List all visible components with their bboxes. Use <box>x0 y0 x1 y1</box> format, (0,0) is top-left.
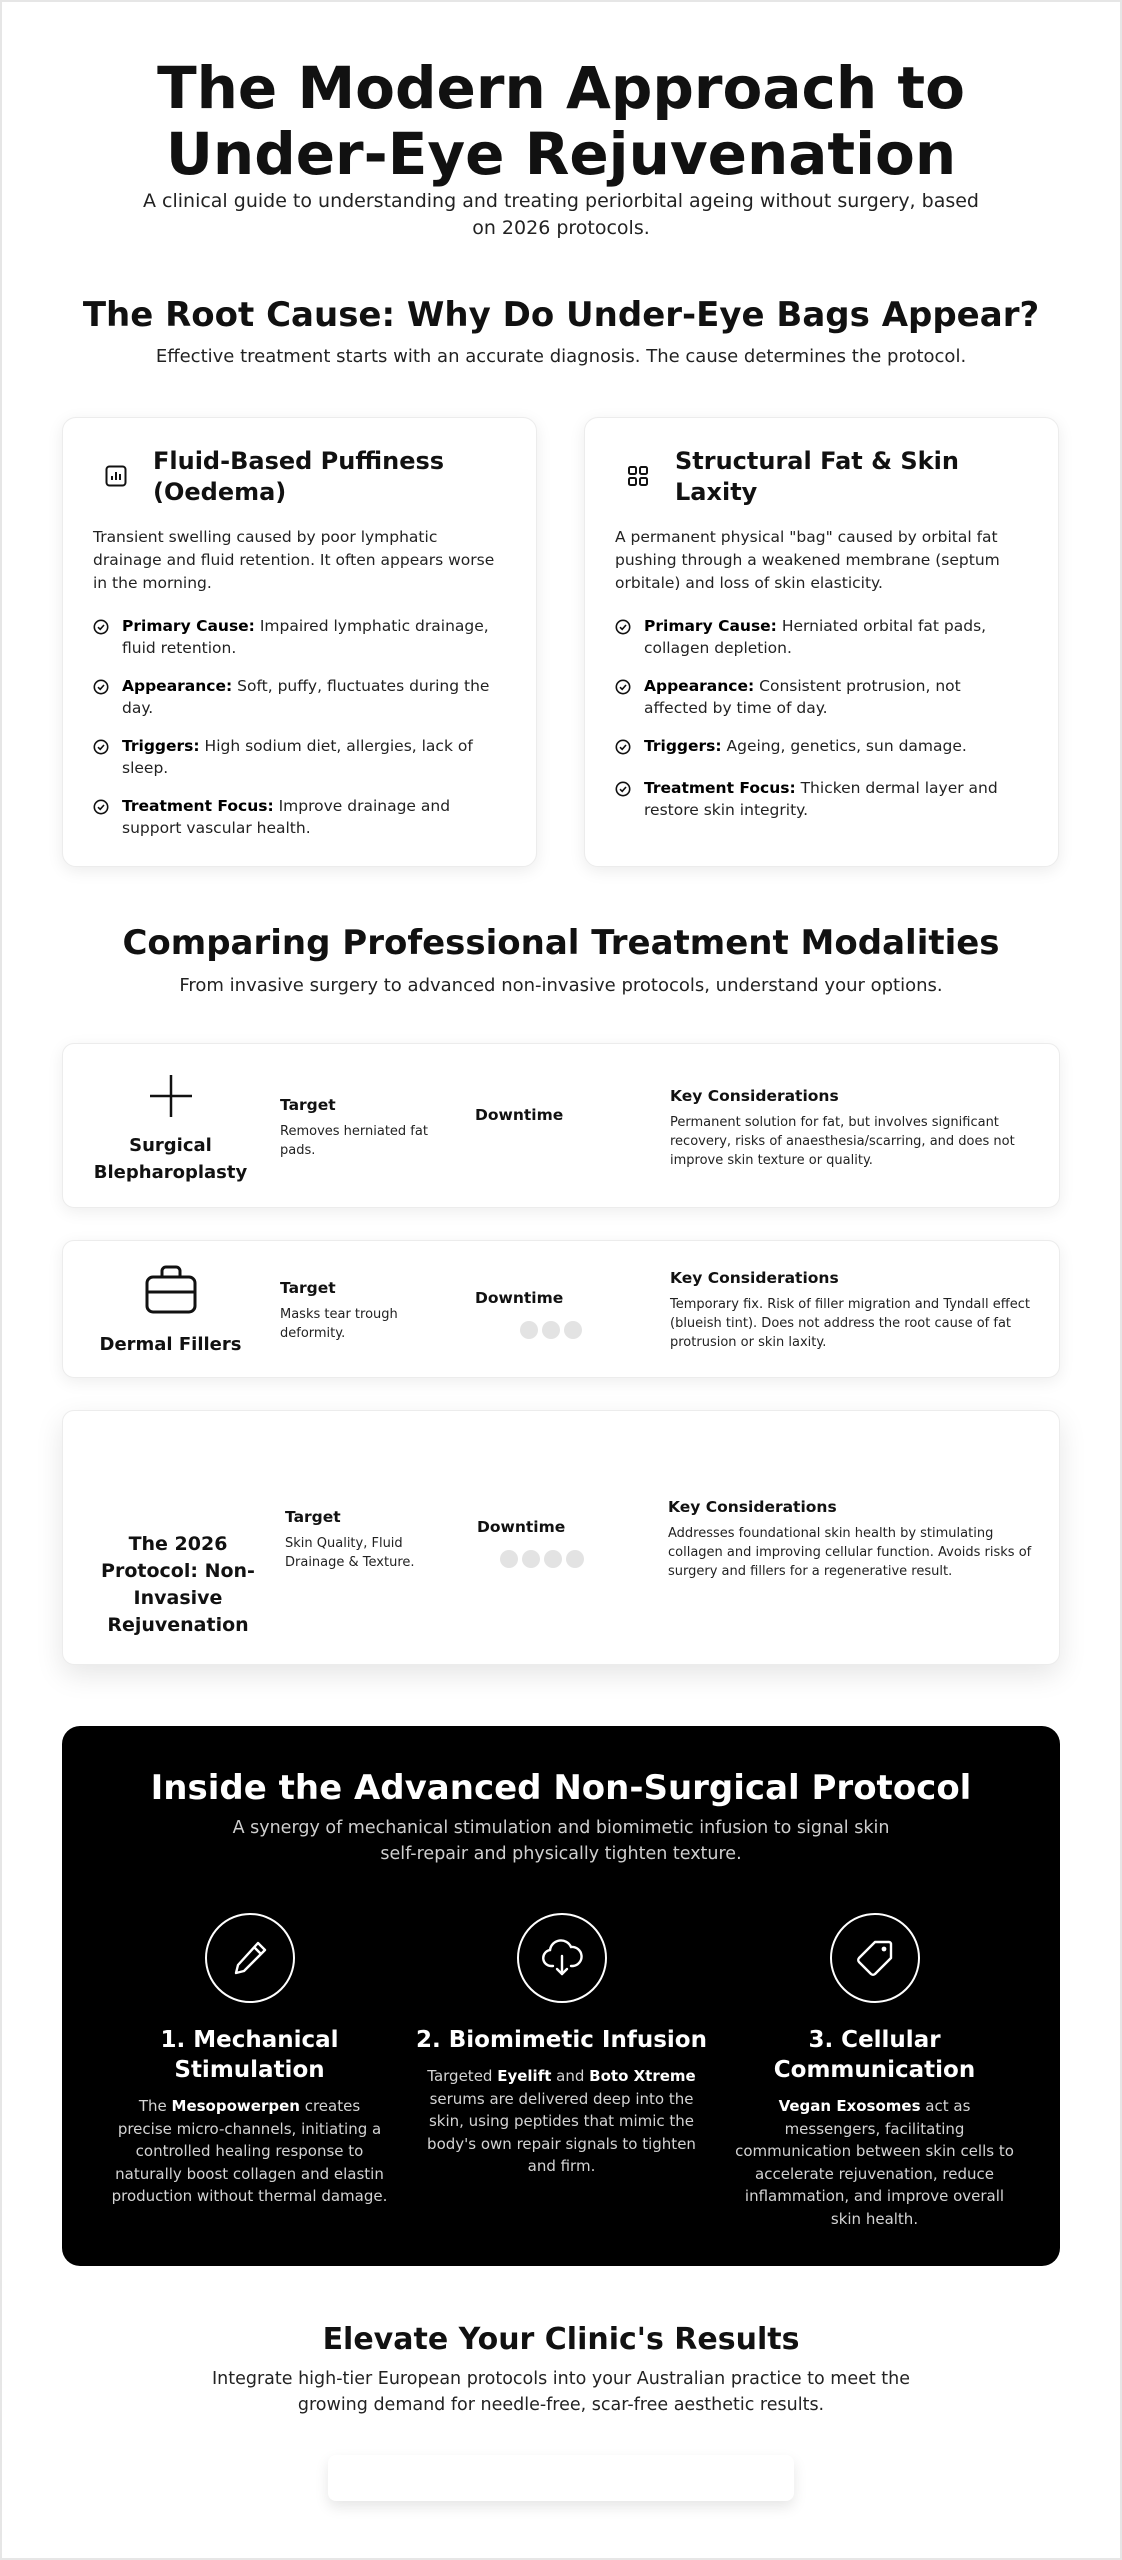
step-title: 1. Mechanical Stimulation <box>160 2027 339 2083</box>
modality-name: Surgical Blepharoplasty <box>93 1135 248 1183</box>
check-circle-icon <box>615 675 644 701</box>
cause-card-description: A permanent physical "bag" caused by orbital fat pushing through a weakened membrane (septum orbitale) and loss of skin elasticity. <box>615 528 1000 592</box>
cause-card-fluid <box>62 417 537 867</box>
root-cause-title: The Root Cause: Why Do Under-Eye Bags Appear? <box>82 295 1040 335</box>
grid-icon <box>615 446 675 490</box>
cause-list <box>93 615 506 839</box>
protocol-title: Inside the Advanced Non-Surgical Protocol <box>150 1768 972 1808</box>
modalities-subtitle: From invasive surgery to advanced non-invasive protocols, understand your options. <box>179 975 943 996</box>
target-text: Masks tear trough deformity. <box>280 1307 398 1341</box>
downtime-label: Downtime <box>477 1518 566 1536</box>
downtime-dot <box>542 1321 560 1339</box>
step-title: 3. Cellular Communication <box>773 2027 976 2083</box>
step-description: Targeted Eyelift and Boto Xtreme serums are delivered deep into the skin, using peptides that mimic the body's own repair signals to tighten and firm. <box>427 2067 696 2175</box>
protocol-step-biomimetic <box>404 1913 719 2178</box>
considerations-label: Key Considerations <box>668 1498 837 1516</box>
target-label: Target <box>280 1096 336 1114</box>
considerations-text: Permanent solution for fat, but involves significant recovery, risks of anaesthesia/scarring, and does not improve skin texture or quality. <box>670 1115 1015 1168</box>
cta-button[interactable] <box>328 2455 794 2501</box>
cta-subtitle: Integrate high-tier European protocols into your Australian practice to meet the growing demand for needle-free, scar-free aesthetic results. <box>211 2369 911 2415</box>
check-circle-icon <box>93 675 122 701</box>
protocol-section <box>62 1726 1060 2266</box>
modality-card-protocol <box>62 1410 1060 1665</box>
list-item: Treatment Focus: Improve drainage and support vascular health. <box>93 795 506 839</box>
downtime-dot <box>564 1321 582 1339</box>
check-circle-icon <box>615 735 644 761</box>
list-item: Triggers: Ageing, genetics, sun damage. <box>615 735 1028 761</box>
list-item: Treatment Focus: Thicken dermal layer and restore skin integrity. <box>615 777 1028 821</box>
cause-card-title: Fluid-Based Puffiness (Oedema) <box>153 447 445 506</box>
cause-list <box>615 615 1028 821</box>
cause-card-title: Structural Fat & Skin Laxity <box>675 447 959 506</box>
briefcase-icon <box>63 1263 278 1319</box>
target-label: Target <box>280 1279 336 1297</box>
considerations-text: Temporary fix. Risk of filler migration and Tyndall effect (blueish tint). Does not address the root cause of fat protrusion or skin laxity. <box>670 1297 1030 1350</box>
root-cause-subtitle: Effective treatment starts with an accurate diagnosis. The cause determines the protocol. <box>155 346 967 367</box>
list-item: Primary Cause: Herniated orbital fat pads, collagen depletion. <box>615 615 1028 659</box>
downtime-label: Downtime <box>475 1106 564 1124</box>
pen-icon <box>205 1913 295 2003</box>
considerations-label: Key Considerations <box>670 1269 839 1287</box>
cause-card-description: Transient swelling caused by poor lymphatic drainage and fluid retention. It often appears worse in the morning. <box>93 528 495 592</box>
target-text: Skin Quality, Fluid Drainage & Texture. <box>285 1536 415 1570</box>
list-item: Appearance: Soft, puffy, fluctuates during the day. <box>93 675 506 719</box>
plus-icon <box>63 1072 278 1124</box>
downtime-dot <box>520 1321 538 1339</box>
protocol-subtitle: A synergy of mechanical stimulation and biomimetic infusion to signal skin self-repair and physically tighten texture. <box>232 1818 890 1864</box>
modality-card-fillers <box>62 1240 1060 1378</box>
protocol-step-mechanical <box>92 1913 407 2208</box>
step-description: Vegan Exosomes act as messengers, facilitating communication between skin cells to accelerate rejuvenation, reduce inflammation, and improve overall skin health. <box>735 2097 1014 2228</box>
cause-card-structural <box>584 417 1059 867</box>
considerations-label: Key Considerations <box>670 1087 839 1105</box>
check-circle-icon <box>615 777 644 803</box>
downtime-dot <box>566 1550 584 1568</box>
protocol-step-cellular <box>717 1913 1032 2230</box>
check-circle-icon <box>93 615 122 641</box>
modalities-title: Comparing Professional Treatment Modalities <box>122 923 1000 963</box>
modality-name: Dermal Fillers <box>99 1334 242 1355</box>
tag-icon <box>830 1913 920 2003</box>
step-description: The Mesopowerpen creates precise micro-channels, initiating a controlled healing response to naturally boost collagen and elastin production without thermal damage. <box>111 2097 388 2205</box>
list-item: Appearance: Consistent protrusion, not affected by time of day. <box>615 675 1028 719</box>
modality-name: The 2026 Protocol: Non-Invasive Rejuvenation <box>101 1533 255 1636</box>
check-circle-icon <box>93 735 122 761</box>
step-title: 2. Biomimetic Infusion <box>416 2027 707 2053</box>
modality-card-surgery <box>62 1043 1060 1208</box>
chart-icon <box>93 446 153 490</box>
target-label: Target <box>285 1508 341 1526</box>
page-title: The Modern Approach to Under-Eye Rejuvenation <box>157 54 965 188</box>
downtime-dot <box>544 1550 562 1568</box>
cta-title: Elevate Your Clinic's Results <box>322 2322 800 2357</box>
downtime-indicator <box>500 1550 627 1568</box>
downtime-indicator <box>520 1321 625 1339</box>
downtime-label: Downtime <box>475 1289 564 1307</box>
target-text: Removes herniated fat pads. <box>280 1124 428 1158</box>
cloud-download-icon <box>517 1913 607 2003</box>
check-circle-icon <box>615 615 644 641</box>
considerations-text: Addresses foundational skin health by stimulating collagen and improving cellular function. Avoids risks of surgery and fillers for a regenerative result. <box>668 1526 1032 1579</box>
page-subtitle: A clinical guide to understanding and treating periorbital ageing without surgery, based on 2026 protocols. <box>142 190 979 239</box>
list-item: Primary Cause: Impaired lymphatic drainage, fluid retention. <box>93 615 506 659</box>
check-circle-icon <box>93 795 122 821</box>
downtime-dot <box>522 1550 540 1568</box>
list-item: Triggers: High sodium diet, allergies, lack of sleep. <box>93 735 506 779</box>
downtime-dot <box>500 1550 518 1568</box>
